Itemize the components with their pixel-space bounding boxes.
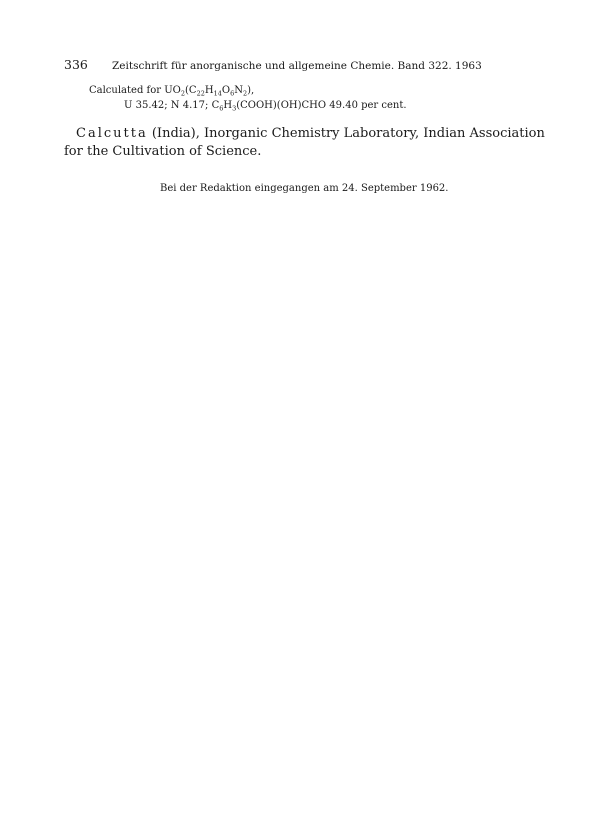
received-date: Bei der Redaktion eingegangen am 24. September 1962.: [160, 183, 449, 194]
running-header: [64, 57, 482, 72]
journal-title: Zeitschrift für anorganische und allgemeine Chemie. Band 322. 1963: [112, 60, 482, 72]
group-formula: $C_6H_3(COOH)(OH)CHO$: [211, 100, 327, 113]
affiliation-line2: for the Cultivation of Science.: [64, 144, 262, 159]
calculation-formula: $UO_2(C_{22}H_{14}O_6N_2)$,: [164, 85, 255, 98]
affiliation-city: Calcutta: [76, 126, 148, 141]
calculation-formula-line: [89, 85, 254, 96]
page-number: 336: [64, 57, 88, 72]
affiliation-line1: (India), Inorganic Chemistry Laboratory, Indian Association: [151, 126, 545, 141]
nitrogen-value: N 4.17;: [170, 100, 209, 111]
calculation-label: Calculated for: [89, 85, 162, 96]
uranium-value: U 35.42;: [124, 100, 168, 111]
affiliation: [64, 125, 546, 159]
calculation-values-line: [124, 100, 407, 111]
group-value: 49.40 per cent.: [329, 100, 407, 111]
